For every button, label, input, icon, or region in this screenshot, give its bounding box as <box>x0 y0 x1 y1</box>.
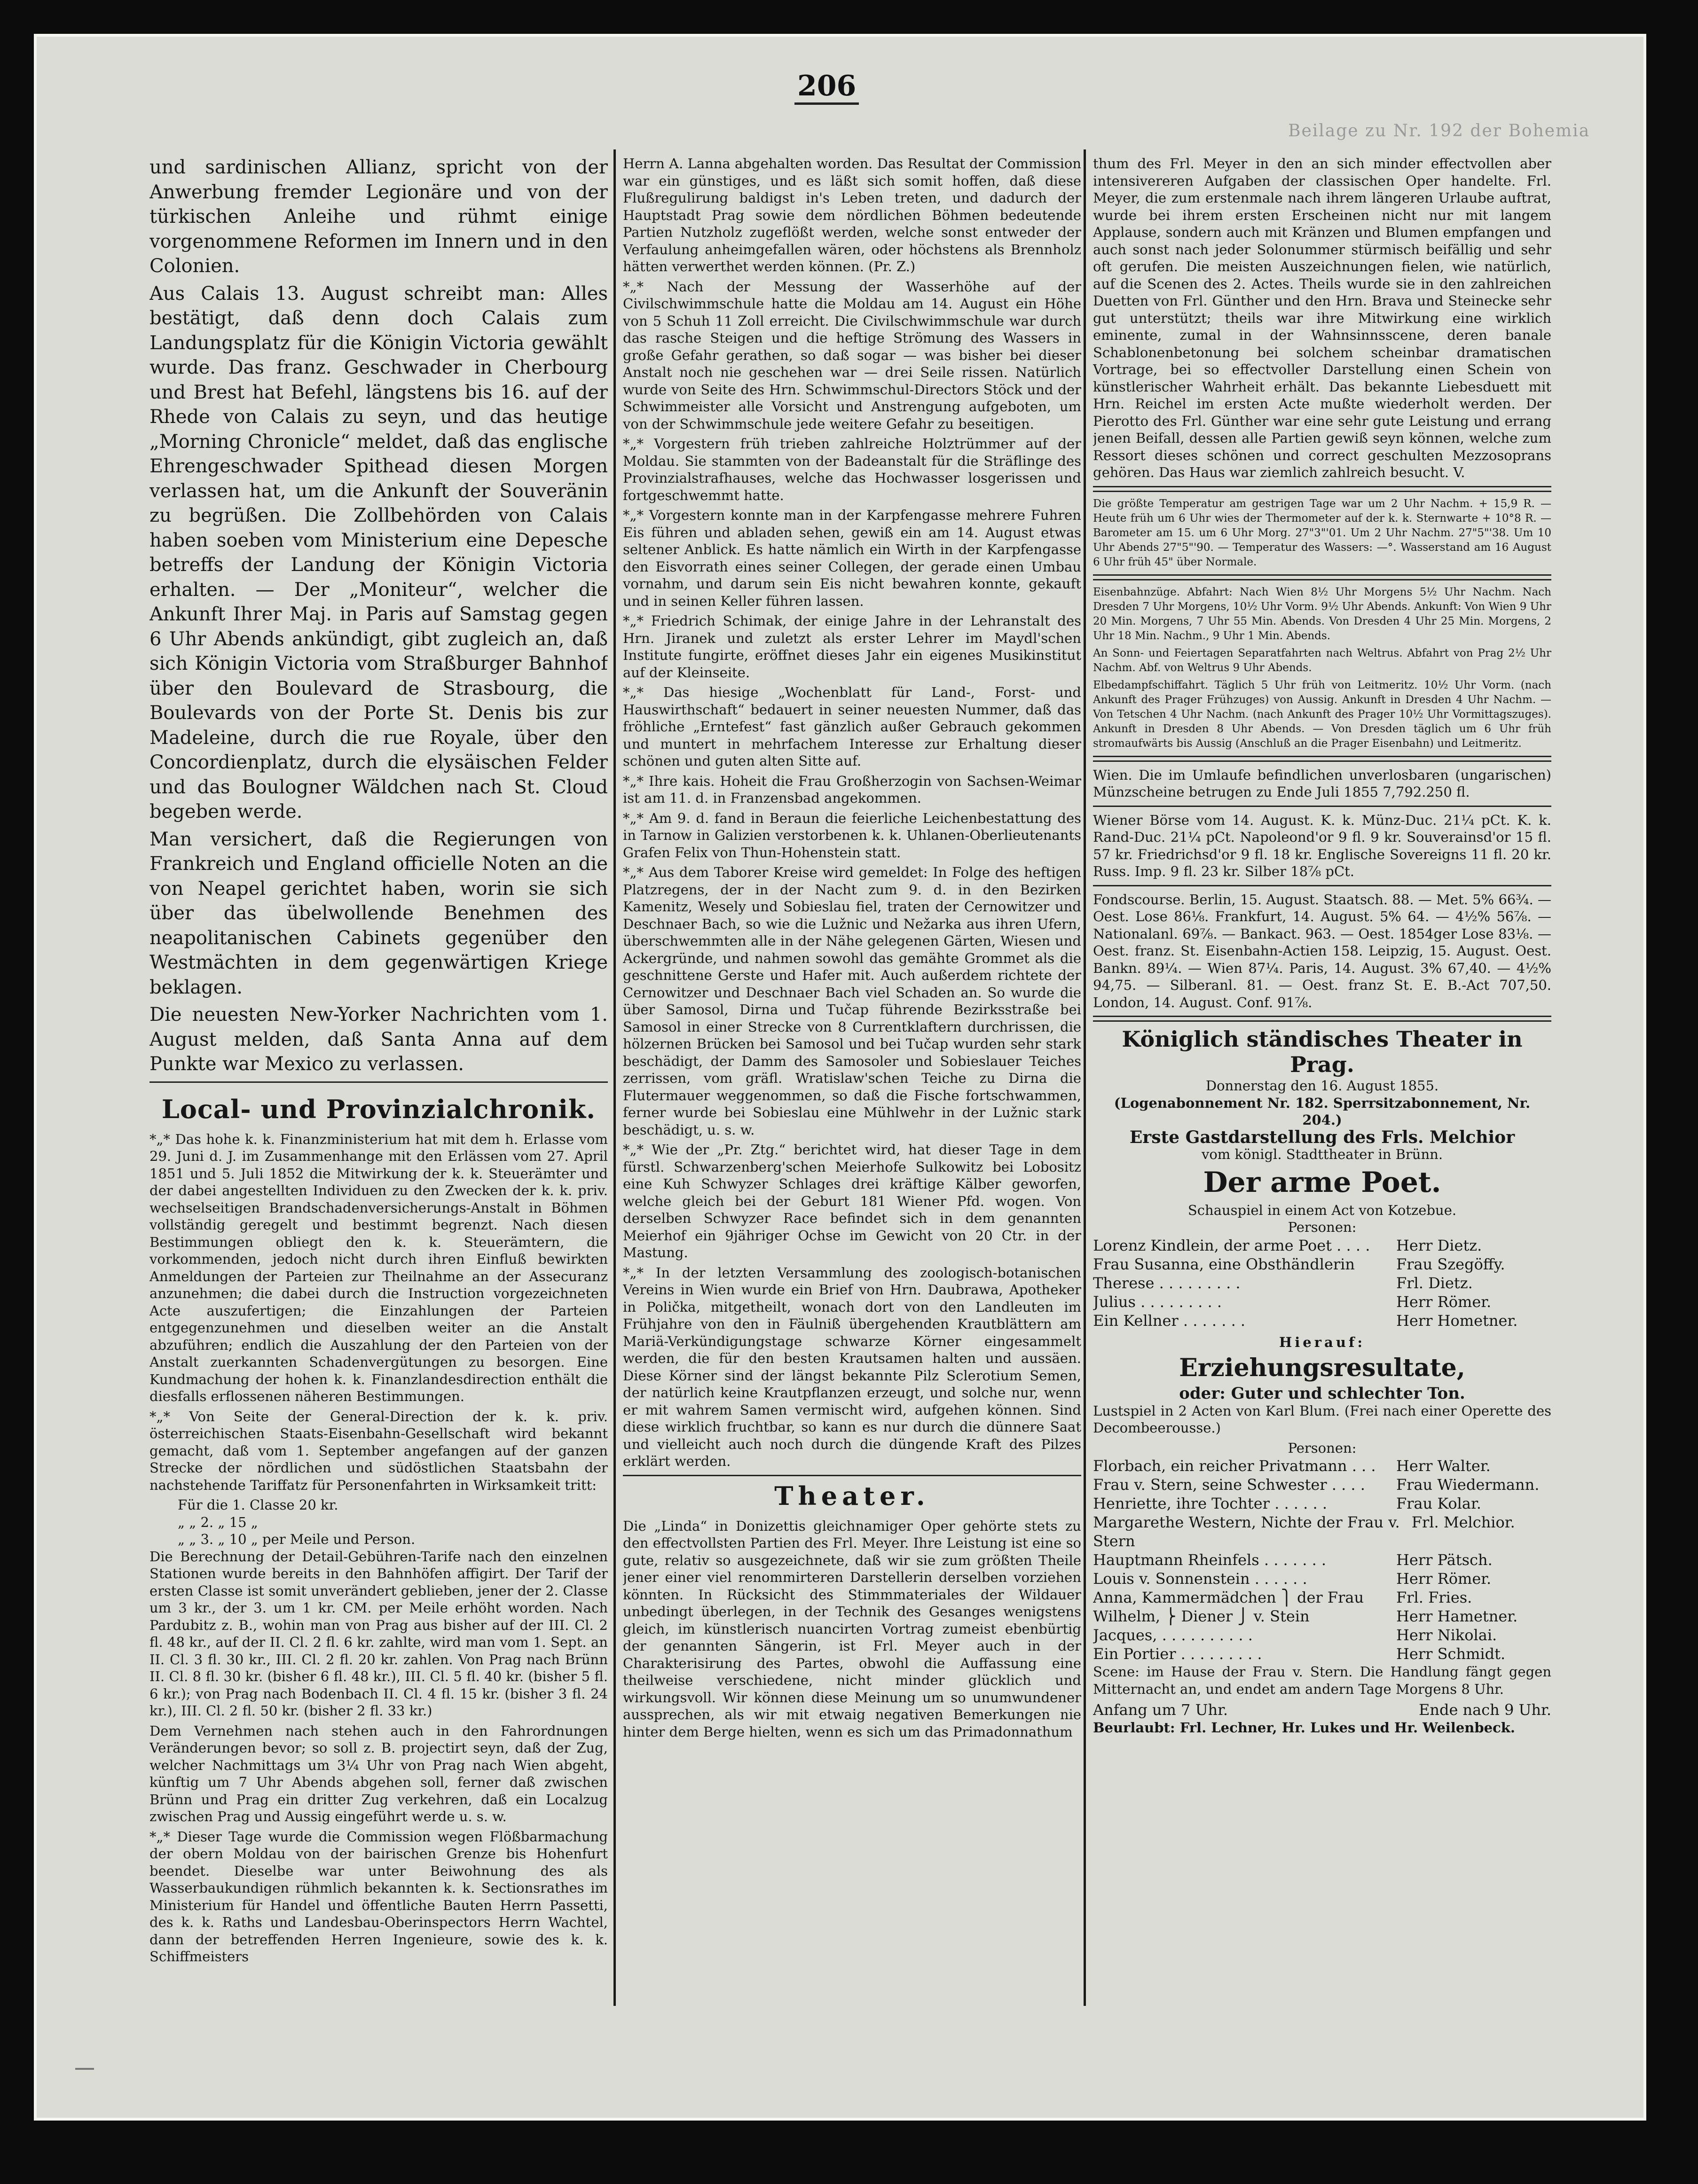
role-name: Wilhelm, ⎬ Diener ⎭ v. Stein <box>1093 1607 1310 1625</box>
actor-name: Herr Pätsch. <box>1396 1551 1493 1569</box>
actor-name: Herr Hometner. <box>1396 1311 1518 1330</box>
cast-heading: Personen: <box>1288 1219 1357 1235</box>
actor-name: Herr Römer. <box>1396 1292 1492 1311</box>
cast-row <box>1093 1644 1551 1663</box>
cast-row <box>1093 1513 1551 1550</box>
column-3 <box>1093 155 1551 2030</box>
article-paragraph: *„* Das hiesige „Wochenblatt für Land-, Forst- und Hauswirthschaft“ bedauert in seiner neuesten Nummer, daß das fröhliche „Erntefest“ fast gänzlich außer Gebrauch gekommen und muntert in mehrfachem Interesse zur Erhaltung dieser schönen und guten alten Sitte auf. <box>623 684 1081 769</box>
article-paragraph: thum des Frl. Meyer in den an sich minder effectvollen aber intensivereren Aufgaben der classischen Oper handelte. Frl. Meyer, die zum erstenmale nach ihrem längeren Urlaube auftrat, wurde bei ihrem ersten Erscheinen nicht nur mit langem Applause, sondern auch mit Kränzen und Blumen empfangen und auch sonst nach jeder Solonummer stürmisch beifällig und sehr oft gerufen. Die meisten Auszeichnungen fielen, wie natürlich, auf die Scenen des 2. Actes. Theils wurde sie in den zahlreichen Duetten von Frl. Günther und den Hrn. Brava und Steinecke sehr gut unterstützt; theils war ihre Mitwirkung eine wirklich eminente, zumal in der Wahnsinnsscene, deren banale Schablonenbetonung bei solchem scheinbar dramatischen Vortrage, bei so effectvoller Darstellung einen Schein von künstlerischer Wahrheit erhält. Das bekannte Liebesduett mit Hrn. Reichel im ersten Acte mußte wiederholt werden. Der Pierotto des Frl. Günther war eine sehr gute Leistung und errang jenen Beifall, dessen alle Partien gewiß seyn können, welche zum Ressort dieses schönen und correct geschulten Mezzosoprans gehören. Das Haus war ziemlich zahlreich besucht. V. <box>1093 156 1551 480</box>
actor-name: Frau Szegöffy. <box>1396 1255 1505 1273</box>
article-paragraph: Dem Vernehmen nach stehen auch in den Fahrordnungen Veränderungen bevor; so soll z. B. projectirt seyn, daß der Zug, welcher Nachmittags um 3¼ Uhr von Prag nach Wien abgeht, künftig um 7 Uhr Abends abgehen soll, ferner daß zwischen Brünn und Prag ein dritter Zug verkehren, daß ein Localzug zwischen Prag und Aussig eingeführt werde u. s. w. <box>149 1722 608 1824</box>
cast-row <box>1093 1255 1551 1274</box>
cast-row <box>1093 1274 1551 1292</box>
role-name: Frau v. Stern, seine Schwester . . . . <box>1093 1476 1365 1494</box>
divider <box>1093 574 1551 580</box>
article-paragraph: *„* Vorgestern konnte man in der Karpfengasse mehrere Fuhren Eis führen und abladen sehen, gewiß ein am 14. August etwas seltener Anblick. Es hatte nämlich ein Wirth in der Karpfengasse den Eisvorrath eines seiner Collegen, der gerade einen Umbau vornahm, und darum sein Eis nicht bewahren konnte, gekauft und in seinen Keller führen lassen. <box>623 507 1081 609</box>
role-name: Anna, Kammermädchen ⎫ der Frau <box>1093 1589 1364 1606</box>
divider <box>1093 806 1551 807</box>
role-name: Frau Susanna, eine Obsthändlerin <box>1093 1255 1355 1273</box>
railway-note: An Sonn- und Feiertagen Separatfahrten nach Weltrus. Abfahrt von Prag 2½ Uhr Nachm. Abf. von Weltrus 9 Uhr Abends. <box>1093 647 1551 674</box>
cast-row <box>1093 1588 1551 1607</box>
cast-row <box>1093 1494 1551 1513</box>
article-paragraph: Aus Calais 13. August schreibt man: Alles bestätigt, daß denn doch Calais zum Landungsplatz für die Königin Victoria gewählt wurde. Das franz. Geschwader in Cherbourg und Brest hat Befehl, längstens bis 16. auf der Rhede von Calais zu seyn, und das heutige „Morning Chronicle“ meldet, daß das englische Ehrengeschwader Spithead diesen Morgen verlassen hat, um die Ankunft der Souveränin zu begrüßen. Die Zollbehörden von Calais haben soeben vom Ministerium eine Depesche betreffs der Landung der Königin Victoria erhalten. — Der „Moniteur“, welcher die Ankunft Ihrer Maj. in Paris auf Samstag gegen 6 Uhr Abends ankündigt, gibt zugleich an, daß sich Königin Victoria vom Straßburger Bahnhof über den Boulevard de Strasbourg, die Boulevards von der Porte St. Denis bis zur Madeleine, durch die rue Royale, über den Concordienplatz, durch die elysäischen Felder und das Boulogner Wäldchen nach St. Cloud begeben werde. <box>149 282 608 822</box>
play-description: Lustspiel in 2 Acten von Karl Blum. (Frei nach einer Operette des Decombeerousse.) <box>1093 1402 1551 1436</box>
article-paragraph: *„* Ihre kais. Hoheit die Frau Großherzogin von Sachsen-Weimar ist am 11. d. in Franzensbad angekommen. <box>623 773 1081 806</box>
cast-row <box>1093 1292 1551 1311</box>
faint-header: Beilage zu Nr. 192 der Bohemia <box>1288 121 1590 141</box>
role-name: Ein Kellner . . . . . . . <box>1093 1311 1246 1330</box>
play-subtitle: Schauspiel in einem Act von Kotzebue. <box>1187 1202 1457 1218</box>
role-name: Therese . . . . . . . . . <box>1093 1274 1241 1292</box>
divider <box>1093 1016 1551 1022</box>
actor-name: Herr Schmidt. <box>1396 1645 1506 1663</box>
column-rule <box>1084 149 1086 2006</box>
theatre-name: Königlich ständisches Theater in Prag. <box>1122 1026 1523 1077</box>
article-paragraph: *„* Von Seite der General-Direction der k. k. priv. österreichischen Staats-Eisenbahn-Gesellschaft wird bekannt gemacht, daß vom 1. September angefangen auf der ganzen Strecke der nördlichen und südöstlichen Staatsbahn der nachstehende Tariffatz für Personenfahrten in Wirksamkeit tritt: <box>149 1408 608 1493</box>
cast-row <box>1093 1626 1551 1644</box>
article-paragraph: *„* Wie der „Pr. Ztg.“ berichtet wird, hat dieser Tage in dem fürstl. Schwarzenberg'schen Meierhofe Sulkowitz bei Lobositz eine Kuh Schwyzer Schlages drei kräftige Kälber geworfen, welche gleich bei der Geburt 181 Wiener Pfd. wogen. Von derselben Schwyzer Race befindet sich in dem genannten Meierhof ein 9jähriger Ochse im Gewicht von 20 Ctr. in der Mastung. <box>623 1142 1081 1260</box>
role-name: Hauptmann Rheinfels . . . . . . . <box>1093 1551 1327 1569</box>
fare-line: Für die 1. Classe 20 kr. <box>178 1497 338 1513</box>
fund-prices: Fondscourse. Berlin, 15. August. Staatsch. 88. — Met. 5% 66¾. — Oest. Lose 86⅛. Frankfurt, 14. August. 5% 64. — 4½% 56⅞. — Nationalanl. 69⅞. — Bankact. 963. — Oest. 1854ger Lose 83⅛. — Oest. franz. St. Eisenbahn-Actien 158. Leipzig, 15. August. Oest. Bankn. 89¼. — Wien 87¼. Paris, 14. August. 3% 67,40. — 4½% 94,75. — Silberanl. 81. — Oest. franz St. E. B.-Act 707,50. London, 14. August. Conf. 91⅞. <box>1093 891 1551 1010</box>
article-paragraph: *„* Vorgestern früh trieben zahlreiche Holztrümmer auf der Moldau. Sie stammten von der Badeanstalt für die Sträflinge des Provinzialstrafhauses, welche das Hochwasser losgerissen und fortgeschwemmt hatte. <box>623 436 1081 503</box>
divider <box>149 1081 608 1083</box>
role-name: Lorenz Kindlein, der arme Poet . . . . <box>1093 1236 1370 1254</box>
cast-row <box>1093 1607 1551 1626</box>
column-1 <box>149 155 608 2030</box>
role-name: Ein Portier . . . . . . . . . <box>1093 1645 1262 1663</box>
article-paragraph: Man versichert, daß die Regierungen von Frankreich und England officielle Noten an die von Neapel gerichtet haben, worin sie sich über das übelwollende Benehmen des neapolitanischen Cabinets gegenüber den Westmächten in dem gegenwärtigen Kriege beklagen. <box>149 828 608 998</box>
subscription-info: (Logenabonnement Nr. 182. Sperrsitzabonnement, Nr. 204.) <box>1114 1095 1531 1128</box>
article-paragraph: *„* Das hohe k. k. Finanzministerium hat mit dem h. Erlasse vom 29. Juni d. J. im Zusammenhange mit den Erlässen vom 27. April 1851 und 5. Juli 1852 die Mitwirkung der k. k. Steuerämter und der dabei angestellten Individuen zu den Zwecken der k. k. priv. wechselseitigen Brandschadenversicherungs-Anstalt in Böhmen vollständig geregelt und bestimmt begrenzt. Nach diesen Bestimmungen obliegt den k. k. Steuerämtern, die vorkommenden, jedoch nicht durch ihren Einfluß bewirkten Anmeldungen der Parteien zur Theilnahme an der Assecuranz anzunehmen; die dabei durch die Instruction vorgezeichneten Acte auszufertigen; die Einzahlungen der Parteien entgegenzunehmen und dieselben weiter an die Anstalt abzuführen; endlich die Auszahlung der den Parteien von der Anstalt zuerkannten Schadenvergütungen zu besorgen. Eine Kundmachung der hohen k. k. Finanzlandesdirection enthält die diesfalls erflossenen näheren Bestimmungen. <box>149 1131 608 1404</box>
divider <box>1093 885 1551 886</box>
fare-line: „ „ 2. „ 15 „ <box>178 1514 258 1530</box>
actor-name: Frl. Dietz. <box>1396 1274 1473 1292</box>
article-paragraph: *„* Aus dem Taborer Kreise wird gemeldet: In Folge des heftigen Platzregens, der in der Nacht zum 9. d. in den Bezirken Kamenitz, Wesely und Sobieslau fiel, traten der Cernowitzer und Deschnaer Bach, so wie die Lužnic und Nežarka aus ihren Ufern, überschwemmten alle in der Nähe gelegenen Gärten, Wiesen und Ackergründe, und nahmen sowohl das gemähte Grommet als die geschnittene Gerste und Hafer mit. Auch außerdem richtete der Cernowitzer und Deschnaer Bach viel Schaden an. So wurde die über Samosol, Dirna und Tučap führende Bezirksstraße bei Samosol in einer Strecke von 8 Currentklaftern durchrissen, die hölzernen Brücken bei Samosol und bei Tučap wurden sehr stark beschädigt, der Damm des Samosoler und Sobieslauer Teiches zerrissen, vom gräfl. Wratislaw'schen Teiche zu Dirna die Flutermauer weggenommen, so daß die Fische fortschwammen, ferner wurde bei Sobieslau eine Mühlwehr in der Lužnic stark beschädigt, u. s. w. <box>623 864 1081 1138</box>
article-paragraph: Die „Linda“ in Donizettis gleichnamiger Oper gehörte stets zu den effectvollsten Partien des Frl. Meyer. Ihre Leistung ist eine so gute, relativ so ausgezeichnete, daß wir sie zum größten Theile jener einer viel renommirteren Darstellerin derselben vorziehen könnten. In Rücksicht des Stimmmateriales der Wildauer unbedingt überlegen, in der Technik des Gesanges wenigstens gleich, im künstlerisch nuancirten Vortrag zumeist ebenbürtig der genannten Sängerin, ist Frl. Meyer auch in der Charakterisirung des Partes, obwohl die Auffassung eine theilweise verschiedene, nicht minder glücklich und wirkungsvoll. Wir können diese Meinung um so unumwundener aussprechen, als wir mit etwaig negativen Bemerkungen nie hinter dem Berge hielten, wenn es sich um das Primadonnathum <box>623 1518 1081 1740</box>
end-time: Ende nach 9 Uhr. <box>1418 1701 1551 1719</box>
guest-origin: vom königl. Stadttheater in Brünn. <box>1201 1146 1443 1162</box>
actor-name: Frl. Melchior. <box>1411 1513 1515 1531</box>
article-paragraph: *„* Friedrich Schimak, der einige Jahre in der Lehranstalt des Hrn. Jiranek und zuletzt als erster Lehrer im Maydl'schen Institute fungirte, eröffnet dieses Jahr ein eigenes Musikinstitut auf der Kleinseite. <box>623 613 1081 681</box>
role-name: Julius . . . . . . . . . <box>1093 1292 1222 1311</box>
article-paragraph: Die neuesten New-Yorker Nachrichten vom 1. August melden, daß Santa Anna auf dem Punkte war Mexico zu verlassen. <box>149 1004 608 1075</box>
cast-row <box>1093 1456 1551 1475</box>
role-name: Florbach, ein reicher Privatmann . . . <box>1093 1457 1376 1475</box>
cast-heading: Personen: <box>1288 1440 1357 1456</box>
actor-name: Frl. Fries. <box>1396 1589 1472 1606</box>
actor-name: Herr Walter. <box>1396 1457 1491 1475</box>
cast-row <box>1093 1550 1551 1569</box>
weather-report: Die größte Temperatur am gestrigen Tage war um 2 Uhr Nachm. + 15,9 R. — Heute früh um 6 Uhr wies der Thermometer auf der k. k. Sternwarte + 10°8 R. — Barometer am 15. um 6 Uhr Morg. 27"3"'01. Um 2 Uhr Nachm. 27"5"'38. Um 10 Uhr Abends 27"5"'90. — Temperatur des Wassers: —°. Wasserstand am 16 August 6 Uhr früh 45" über Normale. <box>1093 497 1551 568</box>
stock-exchange: Wiener Börse vom 14. August. K. k. Münz-Duc. 21¼ pCt. K. k. Rand-Duc. 21¼ pCt. Napoleond'or 9 fl. 9 kr. Souverainsd'or 15 fl. 57 kr. Friedrichsd'or 9 fl. 18 kr. Englische Sovereigns 11 fl. 20 kr. Russ. Imp. 9 fl. 23 kr. Silber 18⅞ pCt. <box>1093 812 1551 879</box>
page-number: 206 <box>794 70 859 105</box>
article-paragraph: *„* Am 9. d. fand in Beraun die feierliche Leichenbestattung des in Tarnow in Galizien verstorbenen k. k. Uhlanen-Oberlieutenants Grafen Felix von Thun-Hohenstein statt. <box>623 810 1081 861</box>
article-paragraph: und sardinischen Allianz, spricht von der Anwerbung fremder Legionäre und von der türkischen Anleihe und rühmt einige vorgenommene Reformen im Innern und in den Colonien. <box>149 157 608 277</box>
play-title: Erziehungsresultate, <box>1179 1354 1465 1382</box>
article-paragraph: *„* In der letzten Versammlung des zoologisch-botanischen Vereins in Wien wurde ein Brief von Hrn. Daubrawa, Apotheker in Polička, mitgetheilt, wonach dort von den Landleuten im Frühjahre von den in Fäulniß übergehenden Krautblättern am Mariä-Verkündigungstage schwarze Körner eingesammelt werden, die für den besten Krautsamen halten und aussäen. Diese Körner sind der längst bekannte Pilz Sclerotium Semen, der natürlich keine Krautpflanzen erzeugt, und solche nur, wenn er mit wahrem Samen vermischt wird, aufgehen können. Sind diese wirklich fruchtbar, so kann es nur durch die dünnere Saat und vielleicht auch noch durch die düngende Kraft des Pilzes erklärt werden. <box>623 1264 1081 1469</box>
role-name: Margarethe Western, Nichte der Frau v. Stern <box>1093 1513 1400 1550</box>
article-paragraph: *„* Nach der Messung der Wasserhöhe auf der Civilschwimmschule hatte die Moldau am 14. August ein Höhe von 5 Schuh 11 Zoll erreicht. Die Civilschwimmschule war durch das rasche Steigen und die heftige Strömung des Wassers in große Gefahr gerathen, so daß sogar — was bisher bei dieser Anstalt noch nie geschehen war — drei Seile rissen. Natürlich wurde von Seite des Hrn. Schwimmschul-Directors Stöck und der Schwimmeister alle Vorsicht und Anstrengung aufgeboten, um von der Schwimmschule jede weitere Gefahr zu beseitigen. <box>623 278 1081 432</box>
section-title: Theater. <box>774 1480 930 1511</box>
play-title: Der arme Poet. <box>1203 1166 1441 1199</box>
article-paragraph: Herrn A. Lanna abgehalten worden. Das Resultat der Commission war ein günstiges, und es läßt sich somit hoffen, daß diese Flußregulirung baldigst in's Leben treten, und dadurch der Hauptstadt Prag sowie dem nördlichen Böhmen bedeutende Partien Nutzholz zugeflößt werden, welche sonst entweder der Verfaulung anheimgefallen wären, oder höchstens als Brennholz hätten verwerthet werden können. (Pr. Z.) <box>623 156 1081 274</box>
cast-row <box>1093 1236 1551 1255</box>
divider <box>623 1475 1081 1476</box>
cast-row <box>1093 1569 1551 1588</box>
performance-date: Donnerstag den 16. August 1855. <box>1205 1078 1439 1094</box>
actor-name: Frau Wiedermann. <box>1396 1476 1540 1494</box>
start-time: Anfang um 7 Uhr. <box>1093 1701 1228 1719</box>
divider <box>1093 486 1551 492</box>
leave-note: Beurlaubt: Frl. Lechner, Hr. Lukes und Hr. Weilenbeck. <box>1093 1720 1515 1736</box>
column-rule <box>613 149 616 2006</box>
vienna-notice: Wien. Die im Umlaufe befindlichen unverlosbaren (ungarischen) Münzscheine betrugen zu Ende Juli 1855 7,792.250 fl. <box>1093 767 1551 800</box>
scan-mark <box>75 2068 94 2070</box>
section-title: Local- und Provinzialchronik. <box>161 1094 596 1124</box>
play-subtitle: oder: Guter und schlechter Ton. <box>1179 1384 1465 1403</box>
role-name: Louis v. Sonnenstein . . . . . . <box>1093 1570 1307 1588</box>
cast-row <box>1093 1311 1551 1330</box>
steamship-schedule: Elbedampfschiffahrt. Täglich 5 Uhr früh von Leitmeritz. 10½ Uhr Vorm. (nach Ankunft des Prager Frühzuges) von Aussig. Ankunft in Dresden 4 Uhr Nachm. — Von Tetschen 4 Uhr Nachm. (nach Ankunft des Prager 10½ Uhr Vormittagszuges). Ankunft in Dresden 8 Uhr Abends. — Von Dresden täglich um 6 Uhr früh stromaufwärts bis Aussig (Anschluß an die Prager Eisenbahn) und Leitmeritz. <box>1093 679 1551 750</box>
article-paragraph: Die Berechnung der Detail-Gebühren-Tarife nach den einzelnen Stationen wurde bereits in den Bahnhöfen affigirt. Der Tarif der ersten Classe ist somit unverändert geblieben, jener der 2. Classe um 3 kr., der 3. um 1 kr. CM. per Meile erhöht worden. Nach Pardubitz z. B., wohin man von Prag aus bisher auf der III. Cl. 2 fl. 48 kr., auf der II. Cl. 2 fl. 6 kr. zahlte, wird man vom 1. Sept. an II. Cl. 3 fl. 30 kr., III. Cl. 2 fl. 20 kr. zahlen. Von Prag nach Brünn II. Cl. 8 fl. 30 kr. (bisher 6 fl. 48 kr.), III. Cl. 5 fl. 40 kr. (bisher 5 fl. 6 kr.); von Prag nach Bodenbach II. Cl. 4 fl. 15 kr. (bisher 3 fl. 24 kr.), III. Cl. 2 fl. 50 kr. (bisher 2 fl. 33 kr.) <box>149 1548 608 1719</box>
hierauf-label: Hierauf: <box>1279 1334 1366 1350</box>
railway-schedule: Eisenbahnzüge. Abfahrt: Nach Wien 8½ Uhr Morgens 5½ Uhr Nachm. Nach Dresden 7 Uhr Morgens, 10½ Uhr Vorm. 9½ Uhr Abends. Ankunft: Von Wien 9 Uhr 20 Min. Morgens, 7 Uhr 55 Min. Abends. Von Dresden 4 Uhr 25 Min. Morgens, 2 Uhr 18 Min. Nachm., 9 Uhr 1 Min. Abends. <box>1093 586 1551 642</box>
actor-name: Herr Römer. <box>1396 1570 1492 1588</box>
actor-name: Herr Dietz. <box>1396 1236 1482 1254</box>
actor-name: Herr Hametner. <box>1396 1607 1518 1625</box>
role-name: Henriette, ihre Tochter . . . . . . <box>1093 1495 1327 1512</box>
cast-row <box>1093 1475 1551 1494</box>
divider <box>1093 756 1551 762</box>
role-name: Jacques, . . . . . . . . . . <box>1093 1626 1253 1644</box>
article-paragraph: *„* Dieser Tage wurde die Commission wegen Flößbarmachung der obern Moldau von der bairischen Grenze bis Hohenfurt beendet. Dieselbe war unter Beiwohnung des als Wasserbaukundigen rühmlich bekannten k. k. Sectionsrathes im Ministerium für Handel und öffentliche Bauten Herrn Passetti, des k. k. Raths und Landesbau-Oberinspectors Herrn Wachtel, dann der betreffenden Herren Ingenieure, sowie des k. k. Schiffmeisters <box>149 1828 608 1965</box>
actor-name: Frau Kolar. <box>1396 1495 1481 1512</box>
guest-performance: Erste Gastdarstellung des Frls. Melchior <box>1129 1127 1515 1147</box>
timing-row <box>1093 1700 1551 1719</box>
column-2 <box>623 155 1081 2030</box>
fare-line: „ „ 3. „ 10 „ per Meile und Person. <box>178 1531 416 1547</box>
scene-note: Scene: im Hause der Frau v. Stern. Die Handlung fängt gegen Mitternacht an, und endet am andern Tage Morgens 8 Uhr. <box>1093 1664 1551 1697</box>
actor-name: Herr Nikolai. <box>1396 1626 1497 1644</box>
